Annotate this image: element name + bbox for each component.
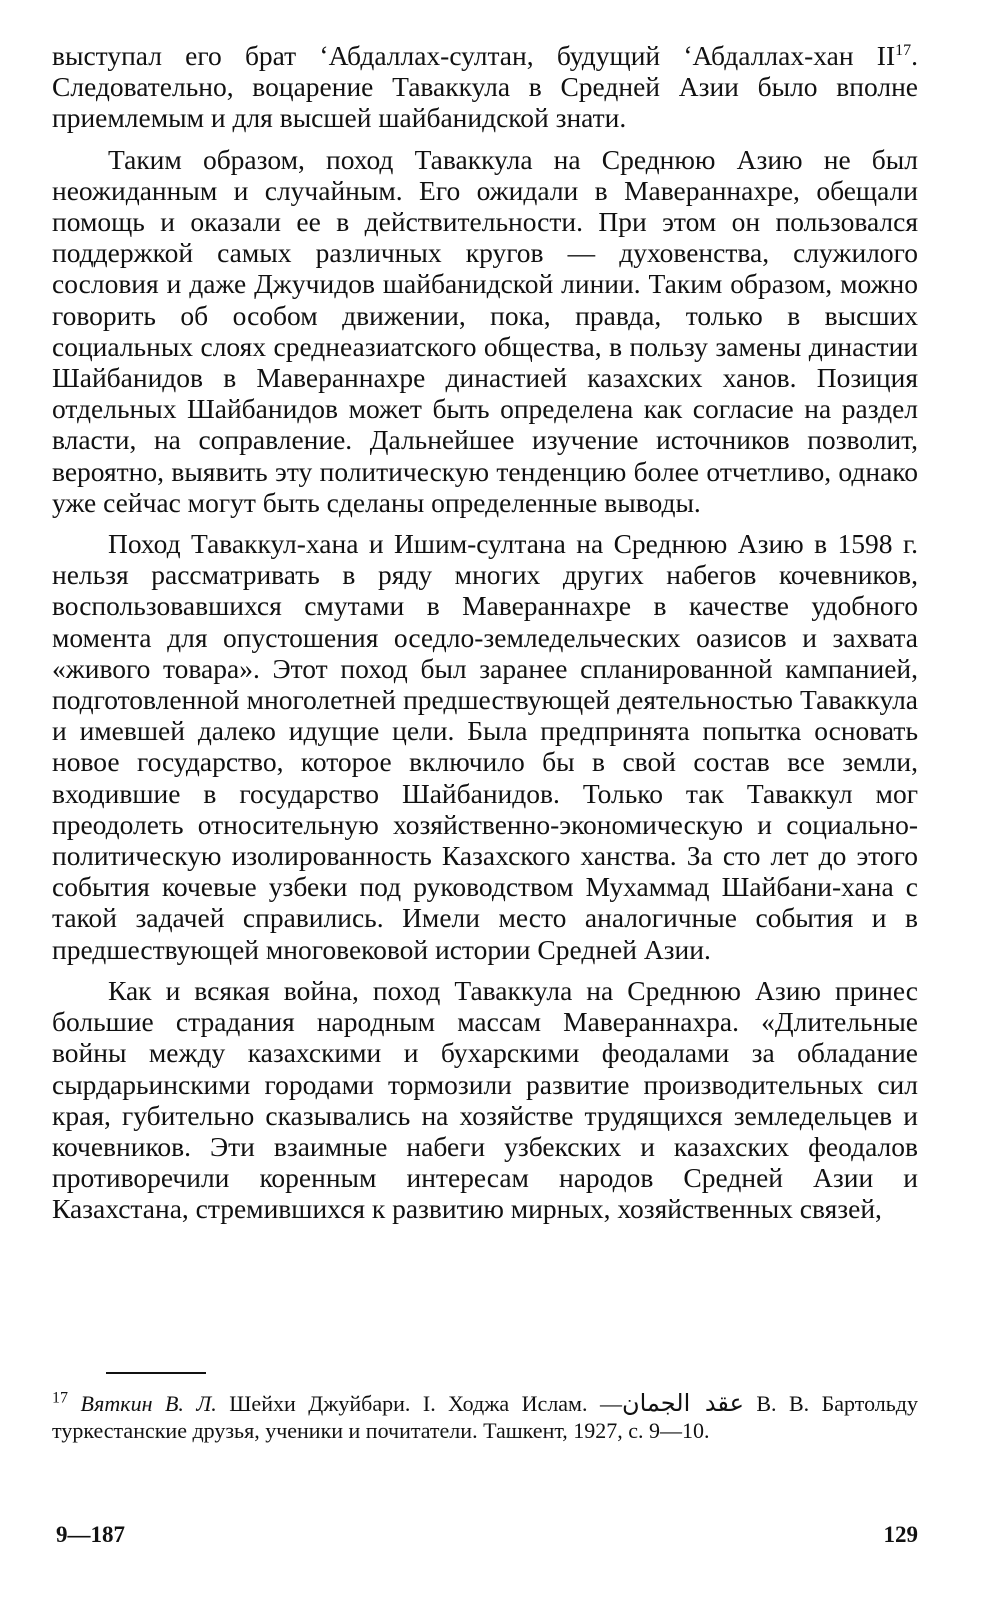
- page-number: 129: [883, 1522, 918, 1547]
- paragraph-2: Таким образом, поход Таваккула на Среднюю Азию не был неожиданным и случайным. Его ожидали в Мавераннахре, обещали помощь и оказали ее в действительности. При этом он пользовался поддержкой самых различных кругов — духовенства, служилого сословия и даже Джучидов шайбанидской линии. Таким образом, можно говорить об особом движении, пока, правда, только в высших социальных слоях среднеазиатского общества, в пользу замены династии Шайбанидов в Мавераннахре династией казахских ханов. Позиция отдельных Шайбанидов может быть определена как согласие на раздел власти, на соправление. Дальнейшее изучение источников позволит, вероятно, выявить эту политическую тенденцию более отчетливо, однако уже сейчас могут быть сделаны определенные выводы.: [52, 143, 918, 518]
- footnote-ref-17[interactable]: 17: [895, 41, 912, 59]
- footnote-number: 17: [52, 1389, 68, 1407]
- paragraph-1: [52, 40, 918, 134]
- paragraph-1-text-before: выступал его брат ‘Абдаллах-султан, будущий ‘Абдаллах-хан II: [52, 40, 896, 71]
- printer-signature: 9—187: [56, 1522, 125, 1547]
- paragraph-3: Поход Таваккул-хана и Ишим-султана на Среднюю Азию в 1598 г. нельзя рассматривать в ряду многих других набегов кочевников, воспользовавшихся смутами в Мавераннахре в качестве удобного момента для опустошения оседло-земледельческих оазисов и захвата «живого товара». Этот поход был заранее спланированной кампанией, подготовленной многолетней предшествующей деятельностью Таваккула и имевшей далеко идущие цели. Была предпринята попытка основать новое государство, которое включило бы в свой состав все земли, входившие в государство Шайбанидов. Только так Таваккул мог преодолеть относительную хозяйственно-экономическую и социально-политическую изолированность Казахского ханства. За сто лет до этого события кочевые узбеки под руководством Мухаммад Шайбани-хана с такой задачей справились. Имели место аналогичные события и в предшествующей многовековой истории Средней Азии.: [52, 528, 918, 965]
- footnote-17: [52, 1390, 918, 1444]
- paragraph-4: Как и всякая война, поход Таваккула на Среднюю Азию принес большие страдания народным массам Мавераннахра. «Длительные войны между казахскими и бухарскими феодалами за обладание сырдарьинскими городами тормозили развитие производительных сил края, губительно сказывались на хозяйстве трудящихся земледельцев и кочевников. Эти взаимные набеги узбекских и казахских феодалов противоречили коренным интересам народов Средней Азии и Казахстана, стремившихся к развитию мирных, хозяйственных связей,: [52, 974, 918, 1225]
- footnote-title: Шейхи Джуйбари. I. Ходжа Ислам. —: [216, 1391, 622, 1416]
- page-body: [52, 40, 918, 1235]
- page-footer: [52, 1522, 918, 1552]
- paragraph-1-text-after: . Следовательно, воцарение Таваккула в Средней Азии было вполне приемлемым и для высшей шайбанидской знати.: [52, 40, 918, 134]
- footnote-arabic-title: عقد الجمان: [621, 1389, 744, 1417]
- footnote-author: Вяткин В. Л.: [80, 1391, 217, 1416]
- footnote-divider: [106, 1372, 206, 1374]
- footnote-rest: В. В. Бартольду туркестанские друзья, ученики и почитатели. Ташкент, 1927, с. 9—10.: [52, 1391, 918, 1443]
